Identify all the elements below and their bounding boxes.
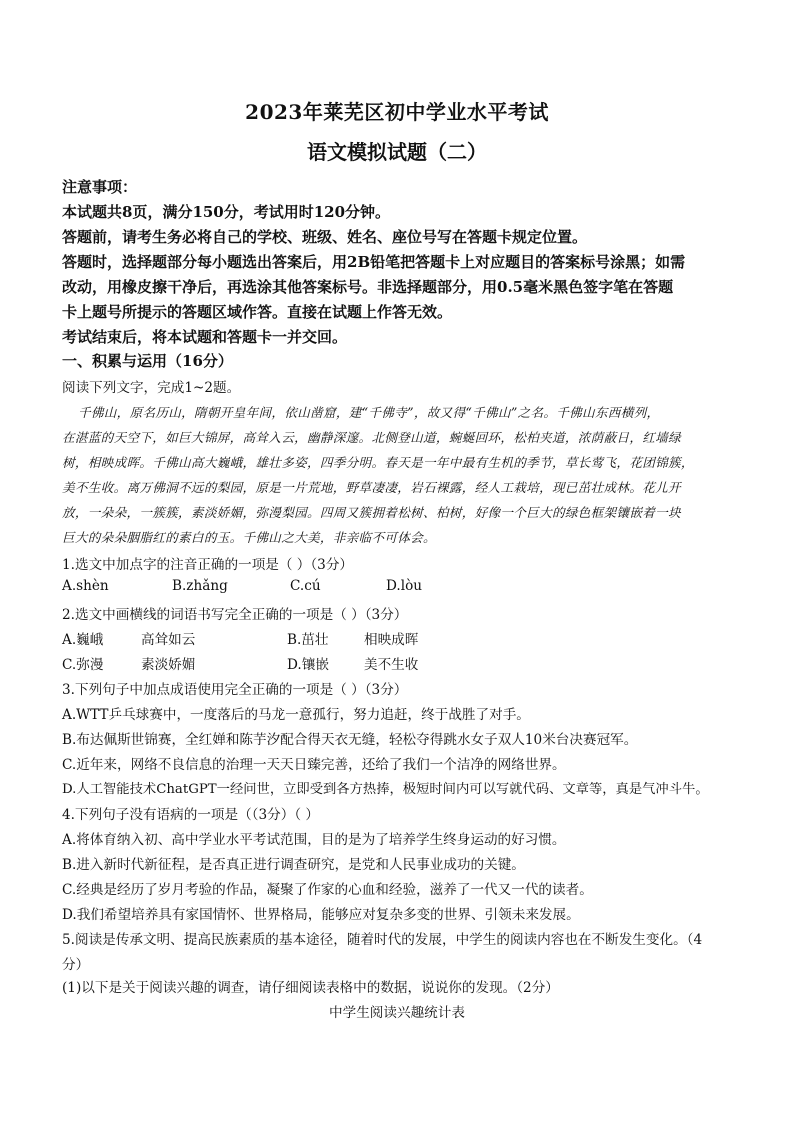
notes-heading: 注意事项： (62, 178, 138, 196)
q1-option-d: D.lòu (386, 578, 423, 594)
question-5-stem: 5.阅读是传承文明、提高民族素质的基本途径，随着时代的发展，中学生的阅读内容也在不断发生变化。（4 (62, 932, 703, 948)
section-heading: 一、积累与运用（16分） (62, 352, 233, 370)
question-1-stem: 1.选文中加点字的注音正确的一项是（ ）（3分） (62, 557, 354, 573)
q4-option-c: C.经典是经历了岁月考验的作品，凝聚了作家的心血和经验，滋养了一代又一代的读者。 (62, 882, 593, 898)
q3-option-b: B.布达佩斯世锦赛，全红婵和陈芋汐配合得天衣无缝，轻松夺得跳水女子双人10米台决赛冠军。 (62, 732, 638, 748)
q2-option-d-phrase: 美不生收 (364, 657, 419, 673)
section-instruction: 阅读下列文字，完成1~2题。 (62, 380, 241, 396)
passage-line: 巨大的朵朵胭脂红的素白的玉。千佛山之大美，非亲临不可体会。 (62, 530, 436, 545)
question-4-stem: 4.下列句子没有语病的一项是（（3分）（ ） (62, 807, 320, 823)
passage-line: 放，一朵朵，一簇簇，素淡娇媚，弥漫梨园。四周又簇拥着松树、柏树，好像一个巨大的绿色框架镶嵌着一块 (62, 505, 681, 520)
q3-option-d: D.人工智能技术ChatGPT一经问世，立即受到各方热捧，极短时间内可以写就代码、文章等，真是气冲斗牛。 (62, 782, 709, 797)
q1-option-b: B.zhǎng (172, 578, 228, 594)
note-line-2: 答题前，请考生务必将自己的学校、班级、姓名、座位号写在答题卡规定位置。 (62, 228, 588, 246)
exam-title: 2023年莱芜区初中学业水平考试 (245, 100, 549, 124)
q2-option-d-word: D.镶嵌 (287, 657, 329, 673)
note-line-1: 本试题共8页，满分150分，考试用时120分钟。 (62, 203, 391, 221)
note-line-4: 改动，用橡皮擦干净后，再选涂其他答案标号。非选择题部分，用0.5毫米黑色签字笔在答题 (62, 278, 674, 296)
passage-line: 树，相映成晖。千佛山高大巍峨，雄壮多姿，四季分明。春天是一年中最有生机的季节，草长莺飞，花团锦簇， (62, 455, 694, 470)
q3-option-c: C.近年来，网络不良信息的治理一天天日臻完善，还给了我们一个洁净的网络世界。 (62, 757, 566, 773)
note-line-6: 考试结束后，将本试题和答题卡一并交回。 (62, 328, 348, 346)
q4-option-a: A.将体育纳入初、高中学业水平考试范围，目的是为了培养学生终身运动的好习惯。 (62, 832, 566, 848)
q2-option-b-word: B.茁壮 (287, 632, 329, 648)
table-title: 中学生阅读兴趣统计表 (329, 1005, 465, 1021)
q1-option-a: A.shèn (62, 578, 109, 594)
passage-line: 千佛山，原名历山，隋朝开皇年间，依山凿窟，建“千佛寺”，故又得“千佛山”之名。千佛山东西横列， (78, 405, 660, 420)
q2-option-a-word: A.巍峨 (62, 632, 104, 648)
exam-subtitle: 语文模拟试题（二） (307, 140, 487, 164)
question-3-stem: 3.下列句子中加点成语使用完全正确的一项是（ ）（3分） (62, 682, 408, 698)
q2-option-a-phrase: 高耸如云 (141, 632, 196, 648)
q2-option-c-word: C.弥漫 (62, 657, 104, 673)
q4-option-b: B.进入新时代新征程，是否真正进行调查研究，是党和人民事业成功的关键。 (62, 857, 525, 873)
question-5-stem-cont: 分） (62, 957, 90, 973)
q2-option-c-phrase: 素淡娇媚 (141, 657, 196, 673)
q2-option-b-phrase: 相映成晖 (364, 632, 419, 648)
passage-line: 在湛蓝的天空下，如巨大锦屏，高耸入云，幽静深邃。北侧登山道，蜿蜒回环，松柏夹道，浓荫蔽日，红墙绿 (62, 430, 681, 445)
passage-line: 美不生收。离万佛洞不远的梨园，原是一片荒地，野草凄凄，岩石裸露，经人工栽培，现已茁壮成林。花儿开 (62, 480, 681, 495)
q1-option-c: C.cú (290, 578, 321, 594)
q3-option-a: A.WTT乒乓球赛中，一度落后的马龙一意孤行，努力追赶，终于战胜了对手。 (62, 707, 530, 723)
note-line-3: 答题时，选择题部分每小题选出答案后，用2B铅笔把答题卡上对应题目的答案标号涂黑；如需 (62, 253, 686, 271)
question-2-stem: 2.选文中画横线的词语书写完全正确的一项是（ ）（3分） (62, 607, 408, 623)
q4-option-d: D.我们希望培养具有家国情怀、世界格局，能够应对复杂多变的世界、引领未来发展。 (62, 907, 580, 923)
note-line-5: 卡上题号所提示的答题区域作答。直接在试题上作答无效。 (62, 303, 453, 321)
question-5-sub-1: (1)以下是关于阅读兴趣的调查，请仔细阅读表格中的数据，说说你的发现。（2分） (62, 980, 559, 996)
